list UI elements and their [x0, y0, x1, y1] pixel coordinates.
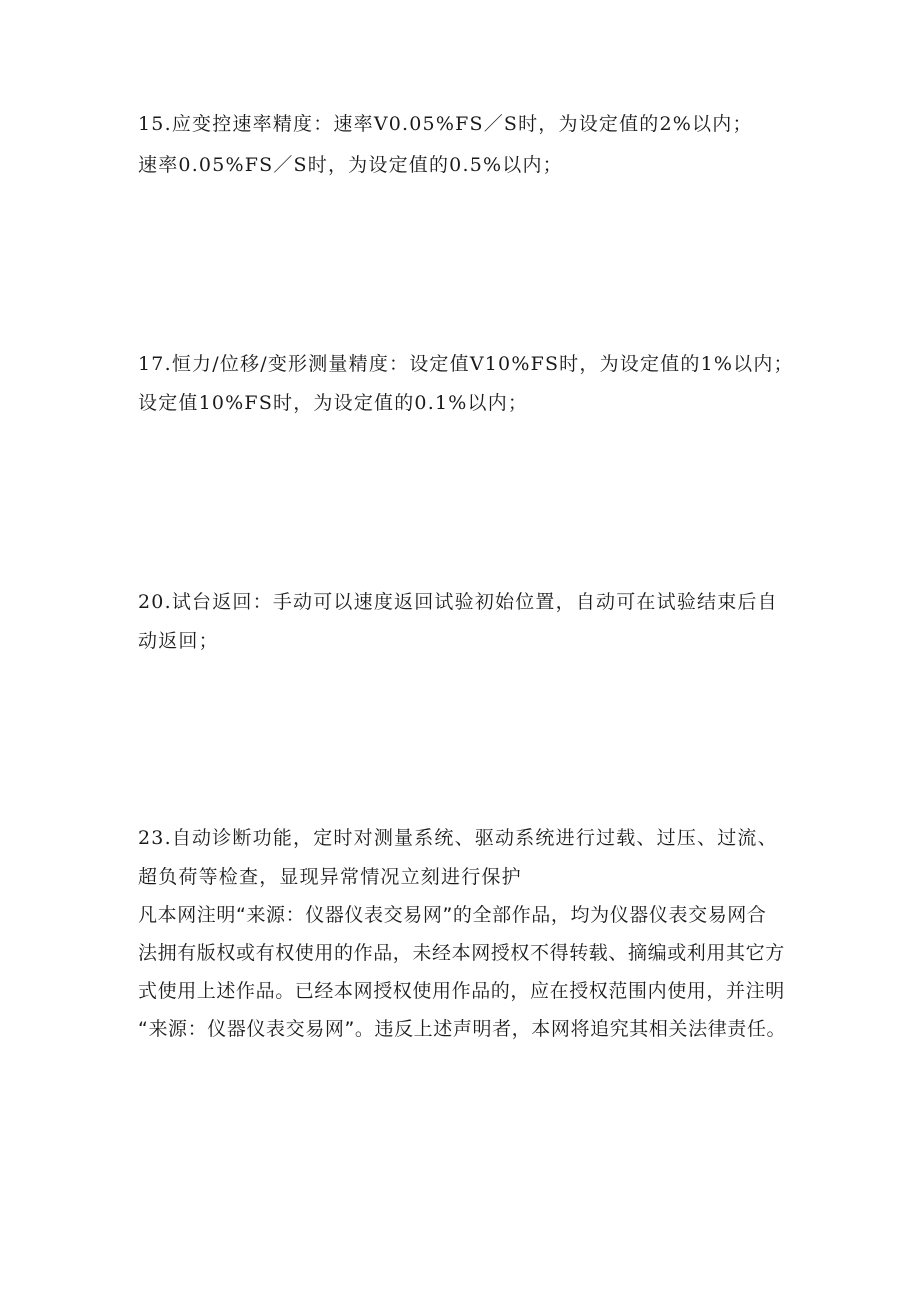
item-15-line-1: 15.应变控速率精度：速率V0.05%FS／S时，为设定值的2%以内；	[138, 113, 753, 135]
item-17-line-2: 设定值10%FS时，为设定值的0.1%以内；	[138, 392, 529, 414]
copyright-notice-line-4: “来源：仪器仪表交易网”。违反上述声明者，本网将追究其相关法律责任。	[138, 1018, 787, 1040]
item-15-line-2: 速率0.05%FS／S时，为设定值的0.5%以内；	[138, 154, 563, 176]
item-23-line-1: 23.自动诊断功能，定时对测量系统、驱动系统进行过载、过压、过流、	[138, 827, 778, 849]
item-17-line-1: 17.恒力/位移/变形测量精度：设定值V10%FS时，为设定值的1%以内；	[138, 353, 794, 375]
copyright-notice-line-3: 式使用上述作品。已经本网授权使用作品的，应在授权范围内使用，并注明	[138, 980, 785, 1002]
item-23-line-2: 超负荷等检查，显现异常情况立刻进行保护	[138, 866, 522, 888]
copyright-notice-line-1: 凡本网注明“来源：仪器仪表交易网”的全部作品，均为仪器仪表交易网合	[138, 904, 767, 926]
copyright-notice-line-2: 法拥有版权或有权使用的作品，未经本网授权不得转载、摘编或利用其它方	[138, 942, 785, 964]
item-20-line-1: 20.试台返回：手动可以速度返回试验初始位置，自动可在试验结束后自	[138, 591, 778, 613]
item-20-line-2: 动返回；	[138, 630, 219, 652]
